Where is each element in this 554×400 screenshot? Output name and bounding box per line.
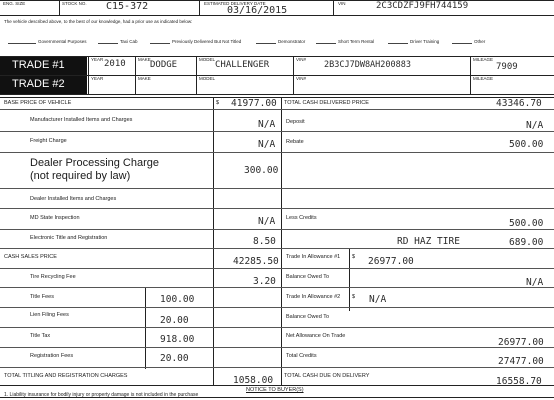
row-line (0, 287, 554, 288)
trade2-badge: TRADE #2 (0, 76, 87, 94)
usage-option-other: Other (474, 39, 486, 44)
row-line (0, 367, 554, 368)
trade-allow-col-divider (349, 248, 350, 311)
dealer-processing-value: 300.00 (244, 165, 279, 176)
row-line (0, 347, 554, 348)
trade1-model-label: MODEL (199, 57, 216, 62)
trade-col-divider (135, 56, 136, 94)
rebate-label: Rebate (286, 139, 304, 145)
trade1-model-value: CHALLENGER (215, 60, 270, 70)
cash-sales-label: CASH SALES PRICE (4, 254, 57, 260)
row-line (0, 188, 554, 189)
stock-no-label: STOCK NO. (62, 1, 87, 6)
mfr-items-label: Manufacturer Installed Items and Charges (30, 117, 133, 123)
less-credits-value: 500.00 (509, 218, 544, 229)
usage-option-governmental: Governmental Purposes (38, 39, 87, 44)
row-line (0, 131, 554, 132)
lien-label: Lien Filing Fees (30, 312, 69, 318)
row-line (0, 208, 554, 209)
freight-value: N/A (258, 139, 276, 150)
trade1-allowance-currency: $ (352, 254, 356, 260)
center-divider (281, 97, 282, 385)
trade1-year-value: 2010 (104, 59, 126, 69)
row-line-total (0, 385, 554, 386)
dealer-processing-note: (not required by law) (30, 170, 131, 182)
credit-description: RD HAZ TIRE (397, 236, 460, 247)
trade1-badge: TRADE #1 (0, 57, 87, 75)
dealer-items-label: Dealer Installed Items and Charges (30, 196, 117, 202)
main-grid-top (0, 97, 554, 98)
delivery-date-label: ESTIMATED DELIVERY DATE (204, 1, 266, 6)
trade1-make-label: MAKE (138, 57, 151, 62)
trade1-vin-value: 2B3CJ7DW8AH200883 (324, 60, 411, 70)
usage-line-taxi (98, 43, 118, 44)
etitle-label: Electronic Title and Registration (30, 235, 108, 241)
vin-label: VIN (338, 1, 346, 6)
delivery-date-value: 03/16/2015 (227, 5, 288, 16)
vin-value: 2C3CDZFJ9FH744159 (376, 1, 469, 11)
usage-line-short-term (316, 43, 336, 44)
usage-line-previously (150, 43, 170, 44)
base-price-value: 41977.00 (231, 98, 277, 109)
stock-no-value: C15-372 (106, 1, 149, 12)
total-title-value: 1058.00 (233, 375, 274, 386)
title-fees-value: 100.00 (160, 294, 195, 305)
trade1-make-value: DODGE (150, 60, 178, 70)
usage-statement: The vehicle described above, to the best of our knowledge, had a prior use as indicated below: (4, 19, 193, 24)
mfr-items-value: N/A (258, 119, 276, 130)
row-line (0, 229, 554, 230)
lien-value: 20.00 (160, 315, 189, 326)
left-value-col-divider (213, 97, 214, 385)
usage-option-previously-delivered: Previously Delivered But Not Titled (172, 39, 242, 44)
fees-col-divider (145, 287, 146, 369)
trade-bottom-border (0, 94, 554, 95)
reg-fees-label: Registration Fees (30, 353, 74, 359)
row-line (0, 268, 554, 269)
usage-line-governmental (8, 43, 36, 44)
reg-fees-value: 20.00 (160, 353, 189, 364)
row-line (0, 307, 554, 308)
deposit-label: Deposit (286, 119, 305, 125)
trade2-allowance-label: Trade In Allowance #2 (286, 294, 341, 300)
tire-fee-label: Tire Recycling Fee (30, 274, 76, 280)
usage-line-demonstrator (256, 43, 276, 44)
etitle-value: 8.50 (253, 236, 276, 247)
usage-option-driver-training: Driver Training (410, 39, 440, 44)
trade1-mileage-label: MILEAGE (473, 57, 494, 62)
row-line (0, 109, 554, 110)
eng-size-label: ENG. SIZE (3, 1, 26, 6)
net-allowance-value: 26977.00 (498, 337, 544, 348)
trade2-allowance-currency: $ (352, 294, 356, 300)
usage-line-driver-training (388, 43, 408, 44)
cash-sales-value: 42285.50 (233, 256, 279, 267)
total-due-value: 16558.70 (496, 376, 542, 387)
base-price-currency: $ (216, 100, 220, 106)
trade2-year-label: YEAR (91, 76, 104, 81)
tire-fee-value: 3.20 (253, 276, 276, 287)
row-line (0, 248, 554, 249)
total-due-label: TOTAL CASH DUE ON DELIVERY (284, 373, 370, 379)
title-tax-value: 918.00 (160, 334, 195, 345)
balance-owed2-label: Balance Owed To (286, 314, 330, 320)
total-cash-delivered-label: TOTAL CASH DELIVERED PRICE (284, 100, 369, 106)
rebate-value: 500.00 (509, 139, 544, 150)
title-fees-label: Title Fees (30, 294, 54, 300)
balance-owed1-value: N/A (526, 277, 544, 288)
freight-label: Freight Charge (30, 138, 67, 144)
total-cash-delivered-value: 43346.70 (496, 98, 542, 109)
trade2-vin-label: VIN# (296, 76, 307, 81)
total-credits-label: Total Credits (286, 353, 317, 359)
footer-note: 1. Liability insurance for bodily injury or property damage is not included in the purchase (4, 392, 199, 398)
trade-col-divider (470, 56, 471, 94)
deposit-value: N/A (526, 120, 544, 131)
total-credits-value: 27477.00 (498, 356, 544, 367)
usage-option-short-term-rental: Short Term Rental (338, 39, 375, 44)
header-divider-v (333, 0, 334, 15)
trade-col-divider (88, 56, 89, 94)
trade1-allowance-value: 26977.00 (368, 256, 414, 267)
notice-title: NOTICE TO BUYER(S) (246, 387, 304, 393)
base-price-label: BASE PRICE OF VEHICLE (4, 100, 72, 106)
balance-owed1-label: Balance Owed To (286, 274, 330, 280)
trade-col-divider (196, 56, 197, 94)
md-inspection-label: MD State Inspection (30, 215, 80, 221)
usage-option-demonstrator: Demonstrator (278, 39, 306, 44)
trade1-year-label: YEAR (91, 57, 104, 62)
md-inspection-value: N/A (258, 216, 276, 227)
net-allowance-label: Net Allowance On Trade (286, 333, 346, 339)
usage-line-other (452, 43, 472, 44)
trade2-mileage-label: MILEAGE (473, 76, 494, 81)
trade2-make-label: MAKE (138, 76, 151, 81)
trade1-allowance-label: Trade In Allowance #1 (286, 254, 341, 260)
trade2-allowance-value: N/A (369, 294, 387, 305)
row-line (0, 327, 554, 328)
credit-description-amount: 689.00 (509, 237, 544, 248)
header-divider-v (59, 0, 60, 15)
trade-col-divider (293, 56, 294, 94)
less-credits-label: Less Credits (286, 215, 317, 221)
trade1-mileage-value: 7909 (496, 62, 518, 72)
title-tax-label: Title Tax (30, 333, 51, 339)
usage-option-taxi: Taxi Cab (120, 39, 138, 44)
dealer-processing-label: Dealer Processing Charge (30, 157, 160, 169)
total-title-label: TOTAL TITLING AND REGISTRATION CHARGES (4, 373, 128, 379)
trade2-model-label: MODEL (199, 76, 216, 81)
row-line (0, 152, 554, 153)
header-divider-v (199, 0, 200, 15)
trade1-vin-label: VIN# (296, 57, 307, 62)
